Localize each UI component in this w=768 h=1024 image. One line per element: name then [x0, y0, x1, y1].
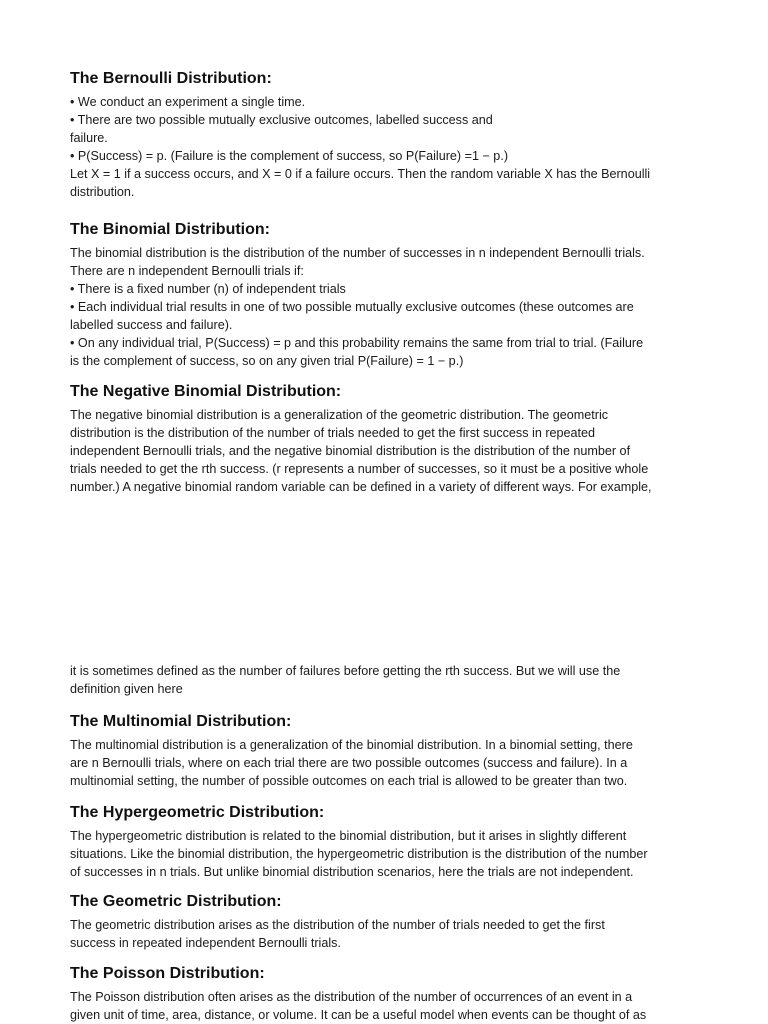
section-heading: The Multinomial Distribution:: [70, 713, 292, 730]
section-binomial: [70, 220, 700, 370]
text-line: independent Bernoulli trials, and the negative binomial distribution is the distribution of the number of: [70, 444, 631, 458]
section-heading: The Hypergeometric Distribution:: [70, 804, 325, 821]
text-line: • Each individual trial results in one of two possible mutually exclusive outcomes (these outcomes are: [70, 300, 634, 314]
section-bernoulli: [70, 69, 700, 201]
text-line: distribution.: [70, 185, 135, 199]
text-line: definition given here: [70, 682, 183, 696]
text-line: The geometric distribution arises as the distribution of the number of trials needed to get the first: [70, 918, 605, 932]
text-line: number.) A negative binomial random variable can be defined in a variety of different ways. For example,: [70, 480, 652, 494]
text-line: situations. Like the binomial distribution, the hypergeometric distribution is the distribution of the number: [70, 847, 648, 861]
section-heading: The Binomial Distribution:: [70, 221, 270, 238]
section-geometric: [70, 892, 700, 952]
text-line: The negative binomial distribution is a generalization of the geometric distribution. The geometric: [70, 408, 609, 422]
text-line: • There are two possible mutually exclusive outcomes, labelled success and: [70, 113, 493, 127]
text-line: distribution is the distribution of the number of trials needed to get the first success in repeated: [70, 426, 596, 440]
text-line: is the complement of success, so on any given trial P(Failure) = 1 − p.): [70, 354, 464, 368]
section-negative-binomial: [70, 382, 700, 496]
section-heading: The Geometric Distribution:: [70, 893, 282, 910]
text-line: failure.: [70, 131, 108, 145]
text-line: given unit of time, area, distance, or volume. It can be a useful model when events can be thought of as: [70, 1008, 647, 1022]
text-line: Let X = 1 if a success occurs, and X = 0 if a failure occurs. Then the random variable X has the Bernoulli: [70, 167, 651, 181]
text-line: The hypergeometric distribution is related to the binomial distribution, but it arises in slightly different: [70, 829, 627, 843]
text-line: There are n independent Bernoulli trials if:: [70, 264, 304, 278]
text-line: of successes in n trials. But unlike binomial distribution scenarios, here the trials are not independent.: [70, 865, 634, 879]
text-line: • On any individual trial, P(Success) = p and this probability remains the same from trial to trial. (Failure: [70, 336, 644, 350]
text-line: • There is a fixed number (n) of independent trials: [70, 282, 346, 296]
text-line: The Poisson distribution often arises as the distribution of the number of occurrences of an event in a: [70, 990, 633, 1004]
section-heading: The Negative Binomial Distribution:: [70, 383, 342, 400]
section-multinomial: [70, 712, 700, 790]
text-line: The multinomial distribution is a generalization of the binomial distribution. In a binomial setting, there: [70, 738, 633, 752]
section-heading: The Bernoulli Distribution:: [70, 70, 272, 87]
section-negative-binomial-continued: [70, 662, 700, 698]
text-line: multinomial setting, the number of possible outcomes on each trial is allowed to be greater than two.: [70, 774, 628, 788]
text-line: • We conduct an experiment a single time.: [70, 95, 306, 109]
text-line: The binomial distribution is the distribution of the number of successes in n independent Bernoulli trials.: [70, 246, 645, 260]
section-poisson: [70, 964, 700, 1024]
text-line: labelled success and failure).: [70, 318, 233, 332]
section-hypergeometric: [70, 803, 700, 881]
text-line: • P(Success) = p. (Failure is the complement of success, so P(Failure) =1 − p.): [70, 149, 509, 163]
text-line: are n Bernoulli trials, where on each trial there are two possible outcomes (success and failure). In a: [70, 756, 628, 770]
text-line: it is sometimes defined as the number of failures before getting the rth success. But we will use the: [70, 664, 621, 678]
text-line: success in repeated independent Bernoulli trials.: [70, 936, 341, 950]
section-heading: The Poisson Distribution:: [70, 965, 265, 982]
text-line: trials needed to get the rth success. (r represents a number of successes, so it must be a positive whole: [70, 462, 649, 476]
